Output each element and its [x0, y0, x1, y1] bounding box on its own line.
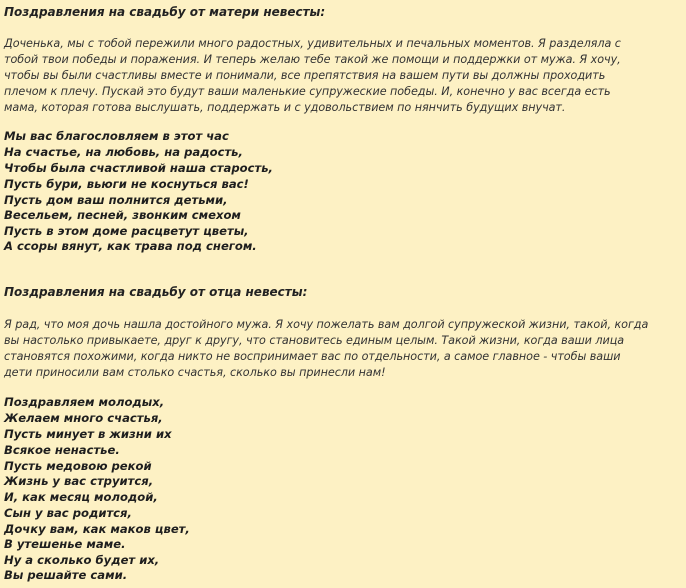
mother-prose-line: мама, которая готова выслушать, поддержать и с удовольствием по нянчить будущих внучат.: [4, 101, 566, 114]
mother-poem-line: А ссоры вянут, как трава под снегом.: [4, 239, 257, 253]
father-poem-line: Поздравляем молодых,: [4, 395, 165, 409]
father-poem-line: Вы решайте сами.: [4, 568, 128, 582]
father-prose-line: дети приносили вам столько счастья, сколько вы принесли нам!: [4, 366, 386, 379]
father-prose-line: Я рад, что моя дочь нашла достойного мужа. Я хочу пожелать вам долгой супружеской жизни, такой, когда: [4, 318, 649, 331]
mother-poem-line: Мы вас благословляем в этот час: [4, 129, 229, 143]
mother-poem-line: Чтобы была счастливой наша старость,: [4, 161, 273, 175]
father-section-heading: Поздравления на свадьбу от отца невесты:: [4, 285, 308, 299]
mother-section-heading: Поздравления на свадьбу от матери невесты:: [4, 5, 326, 19]
mother-poem-line: Пусть бури, вьюги не коснуться вас!: [4, 177, 249, 191]
father-poem-line: Всякое ненастье.: [4, 443, 120, 457]
father-poem-line: Ну а сколько будет их,: [4, 553, 160, 567]
mother-poem-line: Весельем, песней, звонким смехом: [4, 208, 241, 222]
mother-poem-line: На счастье, на любовь, на радость,: [4, 145, 243, 159]
father-poem-line: Желаем много счастья,: [4, 411, 163, 425]
father-poem-line: Пусть минует в жизни их: [4, 427, 172, 441]
mother-poem-line: Пусть дом ваш полнится детьми,: [4, 193, 228, 207]
father-poem-line: Дочку вам, как маков цвет,: [4, 522, 190, 536]
mother-prose-line: Доченька, мы с тобой пережили много радостных, удивительных и печальных моментов. Я разделяла с: [4, 37, 621, 50]
mother-prose-line: чтобы вы были счастливы вместе и понимали, все препятствия на вашем пути вы должны проходить: [4, 69, 606, 82]
father-poem-line: В утешенье маме.: [4, 537, 126, 551]
father-prose-line: вы настолько привыкаете, друг к другу, что становитесь единым целым. Такой жизни, когда ваши лица: [4, 334, 625, 347]
father-poem-line: Сын у вас родится,: [4, 506, 132, 520]
father-poem-line: И, как месяц молодой,: [4, 490, 158, 504]
father-poem-line: Пусть медовою рекой: [4, 459, 152, 473]
father-prose-line: становятся похожими, когда никто не воспринимает вас по отдельности, а самое главное - чтобы ваши: [4, 350, 621, 363]
mother-poem-line: Пусть в этом доме расцветут цветы,: [4, 224, 249, 238]
mother-prose-line: плечом к плечу. Пускай это будут ваши маленькие супружеские победы. И, конечно у вас всегда есть: [4, 85, 611, 98]
father-poem-line: Жизнь у вас струится,: [4, 474, 154, 488]
mother-prose-line: тобой твои победы и поражения. И теперь желаю тебе такой же помощи и поддержки от мужа. Я хочу,: [4, 53, 621, 66]
